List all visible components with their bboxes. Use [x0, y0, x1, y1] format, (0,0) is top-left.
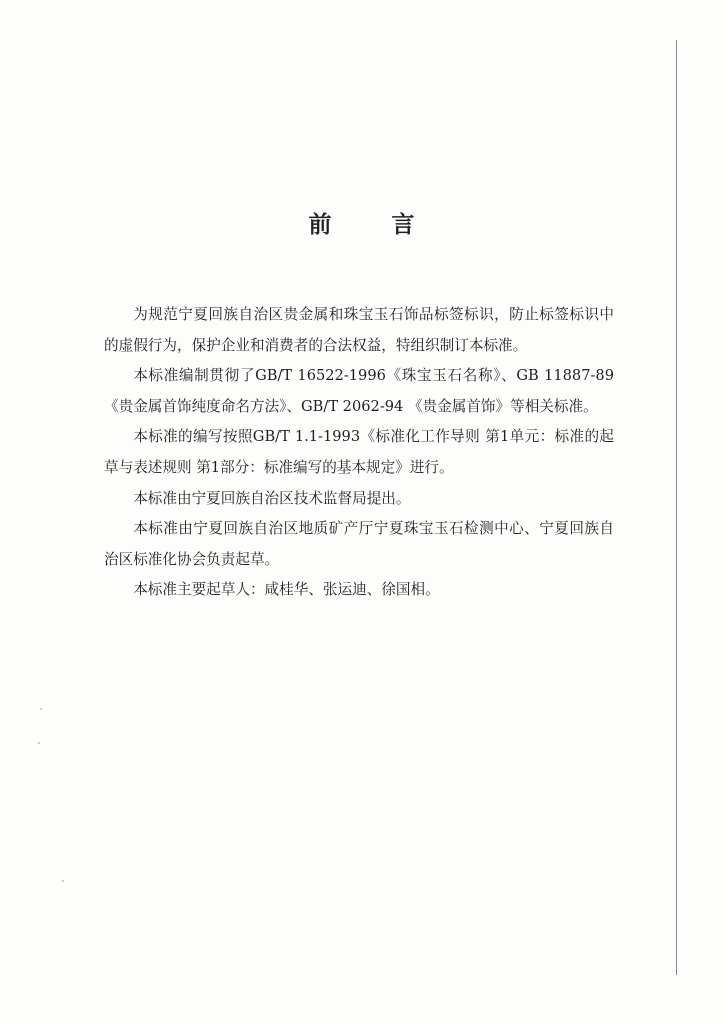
paragraph-drafting-units: 本标准由宁夏回族自治区地质矿产厅宁夏珠宝玉石检测中心、宁夏回族自治区标准化协会负责起草。	[104, 520, 614, 568]
paragraph-purpose: 为规范宁夏回族自治区贵金属和珠宝玉石饰品标签标识，防止标签标识中的虚假行为，保护企业和消费者的合法权益，特组织制订本标准。	[104, 306, 614, 354]
paragraph-referenced-standards: 本标准编制贯彻了GB/T 16522-1996《珠宝玉石名称》、GB 11887-89《贵金属首饰纯度命名方法》、GB/T 2062-94 《贵金属首饰》等相关标准。	[104, 367, 614, 415]
paragraph-proposer: 本标准由宁夏回族自治区技术监督局提出。	[133, 489, 411, 507]
body-text	[104, 300, 614, 606]
paragraph-drafters: 本标准主要起草人：咸桂华、张运迪、徐国相。	[133, 581, 440, 599]
scan-speck	[40, 708, 42, 710]
scan-speck	[62, 880, 64, 882]
scan-speck	[38, 742, 40, 744]
paragraph-drafting-rules: 本标准的编写按照GB/T 1.1-1993《标准化工作导则 第1单元：标准的起草与表述规则 第1部分：标准编写的基本规定》进行。	[104, 428, 614, 476]
page-edge-line	[676, 40, 677, 975]
page-title: 前 言	[308, 211, 441, 238]
